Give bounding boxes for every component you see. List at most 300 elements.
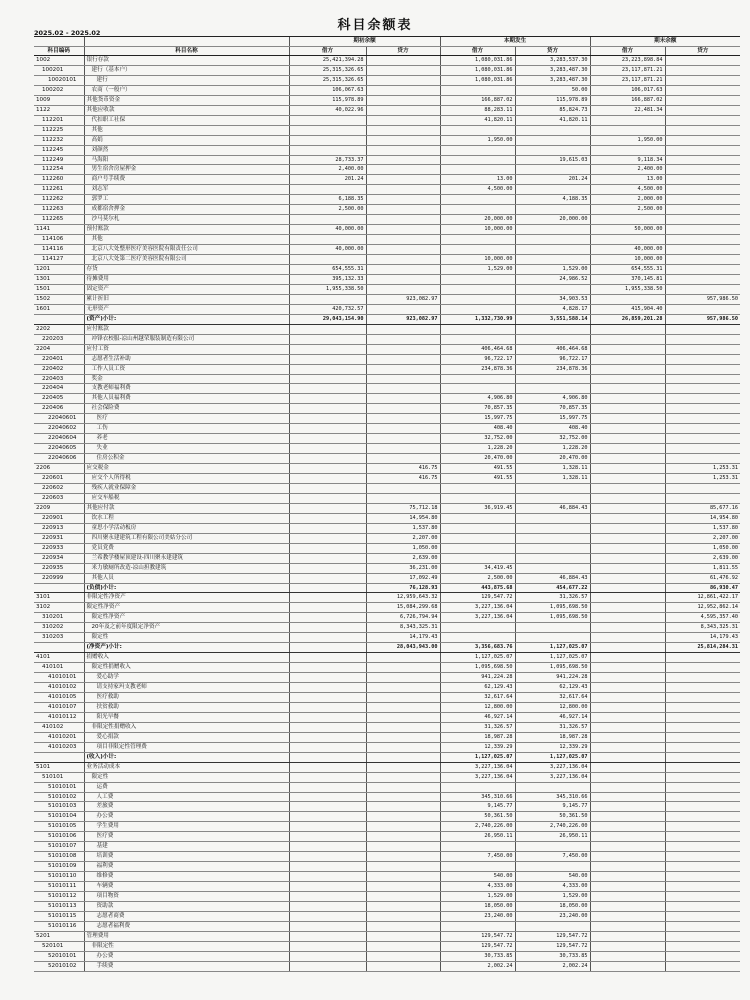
closing-debit-cell	[590, 344, 665, 354]
opening-debit-cell	[289, 553, 366, 563]
closing-credit-cell	[665, 284, 740, 294]
table-row	[34, 802, 740, 812]
opening-debit-cell	[289, 663, 366, 673]
account-code: 114127	[34, 255, 84, 265]
opening-credit-cell: 17,092.49	[366, 573, 440, 583]
opening-credit-cell	[366, 911, 440, 921]
current-credit-cell: 3,283,487.30	[515, 65, 590, 75]
opening-debit-cell: 106,067.63	[289, 85, 366, 95]
closing-credit-cell: 25,814,284.31	[665, 643, 740, 653]
closing-credit-cell: 1,537.80	[665, 523, 740, 533]
closing-credit-cell	[665, 693, 740, 703]
account-code: 41010101	[34, 673, 84, 683]
table-row	[34, 105, 740, 115]
closing-debit-cell	[590, 384, 665, 394]
current-debit-cell: 9,145.77	[440, 802, 515, 812]
current-debit-cell	[440, 195, 515, 205]
account-code: 2206	[34, 464, 84, 474]
table-row	[34, 633, 740, 643]
current-credit-cell: 96,722.17	[515, 354, 590, 364]
table-row	[34, 712, 740, 722]
opening-debit-cell	[289, 822, 366, 832]
opening-debit-cell	[289, 941, 366, 951]
closing-credit-cell	[665, 235, 740, 245]
table-row	[34, 394, 740, 404]
opening-credit-cell	[366, 653, 440, 663]
current-debit-cell	[440, 304, 515, 314]
closing-debit-cell	[590, 364, 665, 374]
account-name: 志愿者生活补助	[84, 354, 289, 364]
closing-credit-cell	[665, 892, 740, 902]
table-row	[34, 235, 740, 245]
account-code: 41010105	[34, 693, 84, 703]
closing-debit-cell: 10,000.00	[590, 255, 665, 265]
account-code: 1201	[34, 265, 84, 275]
current-debit-cell: 4,333.00	[440, 882, 515, 892]
closing-credit-cell	[665, 135, 740, 145]
account-code: 114116	[34, 245, 84, 255]
account-code: 220913	[34, 523, 84, 533]
account-name: 医疗救助	[84, 693, 289, 703]
current-credit-cell: 1,127,025.07	[515, 643, 590, 653]
closing-debit-cell	[590, 503, 665, 513]
closing-credit-cell: 957,986.50	[665, 294, 740, 304]
account-name: 福利费	[84, 862, 289, 872]
current-credit-cell	[515, 334, 590, 344]
opening-credit-cell	[366, 722, 440, 732]
account-name: 管理费用	[84, 931, 289, 941]
closing-credit-cell: 12,952,862.14	[665, 603, 740, 613]
table-row	[34, 533, 740, 543]
table-row	[34, 115, 740, 125]
opening-debit-cell	[289, 832, 366, 842]
current-debit-cell: 166,887.02	[440, 95, 515, 105]
closing-credit-cell: 1,253.31	[665, 464, 740, 474]
current-debit-cell: 70,857.35	[440, 404, 515, 414]
account-name: 爱心助学	[84, 673, 289, 683]
opening-debit-cell	[289, 404, 366, 414]
current-debit-cell	[440, 85, 515, 95]
account-code: 22040605	[34, 444, 84, 454]
opening-debit-cell	[289, 474, 366, 484]
opening-credit-cell: 1,537.80	[366, 523, 440, 533]
closing-debit-cell	[590, 792, 665, 802]
account-name: 米力敏厕所改造-凉山担教建筑	[84, 563, 289, 573]
current-credit-cell	[515, 125, 590, 135]
account-code: 51010109	[34, 862, 84, 872]
current-credit-cell	[515, 533, 590, 543]
account-name: 应付工资	[84, 344, 289, 354]
opening-credit-cell	[366, 245, 440, 255]
account-code: 51010106	[34, 832, 84, 842]
account-name: 住房公积金	[84, 454, 289, 464]
closing-credit-cell	[665, 702, 740, 712]
account-code: 220934	[34, 553, 84, 563]
closing-credit-cell	[665, 882, 740, 892]
current-credit-cell: 41,820.11	[515, 115, 590, 125]
opening-credit-cell	[366, 145, 440, 155]
current-credit-cell	[515, 921, 590, 931]
account-name: 人工费	[84, 792, 289, 802]
account-name: 累计折旧	[84, 294, 289, 304]
table-row	[34, 493, 740, 503]
opening-debit-cell	[289, 732, 366, 742]
account-name: 失业	[84, 444, 289, 454]
table-row	[34, 762, 740, 772]
table-row	[34, 175, 740, 185]
current-debit-cell: 941,224.28	[440, 673, 515, 683]
opening-credit-cell	[366, 424, 440, 434]
current-credit-cell	[515, 185, 590, 195]
opening-debit-cell	[289, 563, 366, 573]
closing-debit-cell: 23,117,871.21	[590, 75, 665, 85]
account-code: 220931	[34, 533, 84, 543]
account-balance-table	[34, 36, 740, 972]
opening-debit-cell: 25,315,326.65	[289, 65, 366, 75]
closing-debit-cell: 2,000.00	[590, 195, 665, 205]
closing-debit-cell	[590, 474, 665, 484]
closing-credit-cell	[665, 334, 740, 344]
account-name: 办公费	[84, 951, 289, 961]
account-code: 112249	[34, 155, 84, 165]
subtotal-row	[34, 643, 740, 653]
closing-debit-cell	[590, 832, 665, 842]
current-debit-cell: 491.55	[440, 474, 515, 484]
closing-debit-cell	[590, 215, 665, 225]
table-row	[34, 852, 740, 862]
closing-credit-cell	[665, 145, 740, 155]
account-name: 社会保险费	[84, 404, 289, 414]
account-code: 5101	[34, 762, 84, 772]
opening-credit-cell: 8,343,325.31	[366, 623, 440, 633]
account-name: 固定资产	[84, 284, 289, 294]
opening-debit-cell	[289, 543, 366, 553]
current-debit-cell: 1,529.00	[440, 265, 515, 275]
closing-credit-cell	[665, 215, 740, 225]
current-credit-cell	[515, 633, 590, 643]
current-credit-cell: 3,283,537.30	[515, 56, 590, 66]
opening-debit-cell	[289, 344, 366, 354]
account-name: 无形资产	[84, 304, 289, 314]
current-debit-cell: 3,356,683.76	[440, 643, 515, 653]
closing-credit-cell	[665, 185, 740, 195]
opening-credit-cell	[366, 354, 440, 364]
closing-credit-cell	[665, 483, 740, 493]
closing-credit-cell	[665, 274, 740, 284]
closing-credit-cell: 2,639.00	[665, 553, 740, 563]
closing-credit-cell	[665, 782, 740, 792]
closing-credit-cell	[665, 792, 740, 802]
closing-debit-cell	[590, 653, 665, 663]
account-code: 22040602	[34, 424, 84, 434]
opening-debit-cell	[289, 523, 366, 533]
opening-credit-cell	[366, 752, 440, 762]
account-name: 项目非限定性管理费	[84, 742, 289, 752]
closing-debit-cell	[590, 543, 665, 553]
opening-credit-cell: 15,084,299.68	[366, 603, 440, 613]
closing-credit-cell	[665, 832, 740, 842]
opening-debit-cell	[289, 235, 366, 245]
current-debit-cell	[440, 145, 515, 155]
closing-credit-cell	[665, 404, 740, 414]
current-credit-cell: 34,903.53	[515, 294, 590, 304]
table-row	[34, 892, 740, 902]
current-debit-cell: 18,987.28	[440, 732, 515, 742]
closing-debit-cell	[590, 822, 665, 832]
opening-debit-cell	[289, 185, 366, 195]
table-row	[34, 693, 740, 703]
opening-debit-cell	[289, 613, 366, 623]
opening-credit-cell	[366, 75, 440, 85]
current-credit-cell	[515, 543, 590, 553]
opening-debit-cell	[289, 145, 366, 155]
opening-credit-cell	[366, 165, 440, 175]
opening-debit-cell	[289, 902, 366, 912]
closing-debit-cell	[590, 444, 665, 454]
current-debit-cell	[440, 523, 515, 533]
account-name: 维修费	[84, 872, 289, 882]
current-credit-cell: 129,547.72	[515, 931, 590, 941]
current-debit-cell	[440, 782, 515, 792]
opening-debit-cell	[289, 364, 366, 374]
account-name: 刘志军	[84, 185, 289, 195]
table-row	[34, 215, 740, 225]
current-debit-cell: 10,000.00	[440, 225, 515, 235]
opening-credit-cell	[366, 693, 440, 703]
account-name: 手续费	[84, 961, 289, 971]
opening-debit-cell	[289, 643, 366, 653]
account-code: 22040601	[34, 414, 84, 424]
current-debit-cell: 4,906.80	[440, 394, 515, 404]
closing-debit-cell	[590, 931, 665, 941]
current-debit-cell: 26,950.11	[440, 832, 515, 842]
account-name: 工作人员工资	[84, 364, 289, 374]
opening-credit-cell	[366, 175, 440, 185]
opening-debit-cell	[289, 115, 366, 125]
current-debit-cell: 32,752.00	[440, 434, 515, 444]
current-credit-cell: 9,145.77	[515, 802, 590, 812]
closing-credit-cell	[665, 732, 740, 742]
closing-credit-cell	[665, 155, 740, 165]
account-code: 410102	[34, 722, 84, 732]
current-credit-cell: 26,950.11	[515, 832, 590, 842]
current-debit-cell: 1,080,031.86	[440, 65, 515, 75]
table-row	[34, 613, 740, 623]
table-row	[34, 593, 740, 603]
closing-debit-cell	[590, 902, 665, 912]
closing-credit-cell	[665, 663, 740, 673]
account-code: 1122	[34, 105, 84, 115]
report-period: 2025.02 - 2025.02	[34, 29, 101, 37]
closing-credit-cell	[665, 175, 740, 185]
closing-credit-cell: 14,179.43	[665, 633, 740, 643]
opening-credit-cell: 14,954.80	[366, 513, 440, 523]
closing-credit-cell	[665, 822, 740, 832]
opening-debit-cell	[289, 782, 366, 792]
closing-debit-cell: 26,859,201.28	[590, 314, 665, 324]
current-credit-cell: 18,987.28	[515, 732, 590, 742]
current-debit-cell	[440, 384, 515, 394]
current-debit-cell: 491.55	[440, 464, 515, 474]
account-name: 北京八大处第二医疗美容医院有限公司	[84, 255, 289, 265]
closing-debit-cell	[590, 434, 665, 444]
account-code: 220402	[34, 364, 84, 374]
current-debit-cell: 18,050.00	[440, 902, 515, 912]
account-code: 22040606	[34, 454, 84, 464]
closing-debit-cell	[590, 483, 665, 493]
current-credit-cell	[515, 165, 590, 175]
opening-debit-cell: 40,000.00	[289, 225, 366, 235]
closing-credit-cell: 4,595,357.40	[665, 613, 740, 623]
current-debit-cell: 96,722.17	[440, 354, 515, 364]
account-name: 限定性	[84, 772, 289, 782]
closing-debit-cell	[590, 712, 665, 722]
opening-credit-cell	[366, 663, 440, 673]
account-code: 51010102	[34, 792, 84, 802]
account-code: 51010112	[34, 892, 84, 902]
account-name: 应付账款	[84, 324, 289, 334]
closing-debit-cell: 22,481.34	[590, 105, 665, 115]
closing-credit-cell: 1,050.00	[665, 543, 740, 553]
current-debit-cell: 3,227,136.04	[440, 603, 515, 613]
closing-credit-cell: 1,811.55	[665, 563, 740, 573]
current-credit-cell: 32,617.64	[515, 693, 590, 703]
opening-debit-cell: 40,022.96	[289, 105, 366, 115]
closing-debit-cell	[590, 842, 665, 852]
account-code: 510101	[34, 772, 84, 782]
closing-debit-cell	[590, 563, 665, 573]
account-name: 存货	[84, 265, 289, 275]
current-credit-cell: 19,615.03	[515, 155, 590, 165]
current-credit-cell	[515, 235, 590, 245]
opening-debit-cell	[289, 653, 366, 663]
closing-credit-cell	[665, 712, 740, 722]
current-debit-cell	[440, 483, 515, 493]
table-row	[34, 902, 740, 912]
opening-credit-cell	[366, 65, 440, 75]
account-code: 2204	[34, 344, 84, 354]
current-debit-cell	[440, 543, 515, 553]
closing-debit-cell	[590, 613, 665, 623]
account-name: 冲锋衣校服-凉山州越荣服装制造有限公司	[84, 334, 289, 344]
table-row	[34, 364, 740, 374]
table-row	[34, 772, 740, 782]
closing-credit-cell: 86,930.47	[665, 583, 740, 593]
opening-credit-cell	[366, 702, 440, 712]
closing-debit-cell: 370,145.81	[590, 274, 665, 284]
closing-credit-cell	[665, 165, 740, 175]
account-code: 51010110	[34, 872, 84, 882]
current-debit-cell	[440, 294, 515, 304]
current-debit-cell: 41,820.11	[440, 115, 515, 125]
current-credit-cell: 129,547.72	[515, 941, 590, 951]
table-row	[34, 503, 740, 513]
closing-debit-cell	[590, 533, 665, 543]
opening-credit-cell: 6,726,794.94	[366, 613, 440, 623]
table-row	[34, 941, 740, 951]
closing-debit-cell	[590, 722, 665, 732]
account-code: 100201	[34, 65, 84, 75]
current-credit-cell: 3,227,136.04	[515, 762, 590, 772]
account-code: 100202	[34, 85, 84, 95]
opening-credit-cell	[366, 334, 440, 344]
closing-credit-cell	[665, 75, 740, 85]
account-code: 112260	[34, 175, 84, 185]
account-code: 310202	[34, 623, 84, 633]
table-row	[34, 603, 740, 613]
table-row	[34, 414, 740, 424]
closing-credit-cell	[665, 225, 740, 235]
table-row	[34, 75, 740, 85]
table-row	[34, 85, 740, 95]
closing-debit-cell	[590, 404, 665, 414]
account-name: 限定性捐赠收入	[84, 663, 289, 673]
closing-credit-cell	[665, 752, 740, 762]
opening-debit-cell	[289, 693, 366, 703]
table-row	[34, 404, 740, 414]
current-credit-cell: 7,450.00	[515, 852, 590, 862]
current-debit-cell: 3,227,136.04	[440, 772, 515, 782]
closing-debit-cell: 13.00	[590, 175, 665, 185]
closing-credit-cell: 957,986.50	[665, 314, 740, 324]
opening-debit-cell	[289, 683, 366, 693]
closing-debit-cell	[590, 941, 665, 951]
current-debit-cell	[440, 235, 515, 245]
current-credit-cell	[515, 374, 590, 384]
current-credit-cell: 1,328.11	[515, 464, 590, 474]
current-credit-cell	[515, 493, 590, 503]
closing-credit-cell	[665, 364, 740, 374]
account-name: 马海阳	[84, 155, 289, 165]
closing-debit-cell	[590, 523, 665, 533]
header-current-period: 本期发生	[440, 37, 590, 47]
account-name: 党员党费	[84, 543, 289, 553]
current-credit-cell: 1,095,698.50	[515, 663, 590, 673]
account-code: 41010203	[34, 742, 84, 752]
opening-credit-cell: 76,128.93	[366, 583, 440, 593]
closing-debit-cell	[590, 732, 665, 742]
table-row	[34, 523, 740, 533]
opening-debit-cell: 201.24	[289, 175, 366, 185]
opening-debit-cell	[289, 434, 366, 444]
opening-debit-cell	[289, 921, 366, 931]
opening-debit-cell	[289, 324, 366, 334]
opening-credit-cell	[366, 225, 440, 235]
opening-credit-cell	[366, 155, 440, 165]
closing-credit-cell	[665, 862, 740, 872]
closing-debit-cell: 50,000.00	[590, 225, 665, 235]
closing-credit-cell	[665, 414, 740, 424]
current-credit-cell: 18,050.00	[515, 902, 590, 912]
table-row	[34, 782, 740, 792]
opening-credit-cell	[366, 822, 440, 832]
opening-credit-cell	[366, 483, 440, 493]
closing-debit-cell	[590, 294, 665, 304]
current-debit-cell: 2,500.00	[440, 573, 515, 583]
opening-credit-cell	[366, 205, 440, 215]
closing-debit-cell	[590, 782, 665, 792]
opening-debit-cell: 1,955,338.50	[289, 284, 366, 294]
table-row	[34, 722, 740, 732]
opening-credit-cell	[366, 444, 440, 454]
closing-debit-cell	[590, 125, 665, 135]
opening-debit-cell	[289, 882, 366, 892]
account-name: 待摊费用	[84, 274, 289, 284]
account-name: 应交税金	[84, 464, 289, 474]
opening-debit-cell	[289, 454, 366, 464]
account-name: 医疗费	[84, 832, 289, 842]
closing-credit-cell	[665, 852, 740, 862]
